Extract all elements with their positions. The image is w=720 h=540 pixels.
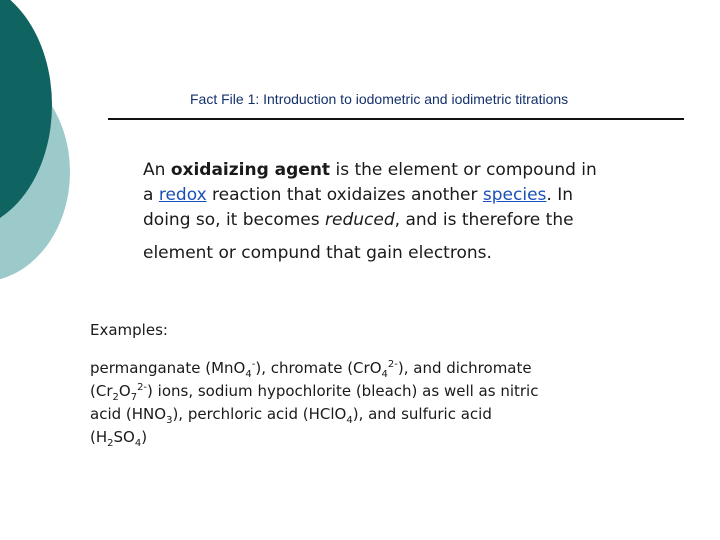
text: . In bbox=[546, 185, 574, 205]
text: a bbox=[143, 185, 159, 205]
examples-line-1 bbox=[90, 357, 650, 380]
examples-paragraph bbox=[90, 357, 650, 449]
text: acid (HNO bbox=[90, 405, 167, 423]
text: is the element or compound in bbox=[330, 160, 597, 180]
title-divider bbox=[108, 118, 684, 120]
text: ) ions, sodium hypochlorite (bleach) as well as nitric bbox=[147, 382, 539, 400]
text: ), and dichromate bbox=[397, 359, 532, 377]
text: reaction that oxidaizes another bbox=[206, 185, 483, 205]
text: ), perchloric acid (HClO bbox=[172, 405, 347, 423]
subscript: 2 bbox=[107, 438, 114, 449]
definition-line-1 bbox=[143, 158, 693, 183]
superscript: 2- bbox=[137, 382, 148, 393]
subscript: 4 bbox=[134, 438, 142, 449]
definition-line-2 bbox=[143, 183, 693, 208]
link-species[interactable]: species bbox=[482, 185, 547, 205]
examples-label: Examples: bbox=[90, 321, 168, 339]
text: , and is therefore the bbox=[394, 210, 574, 230]
definition-line-4: element or compund that gain electrons. bbox=[143, 243, 492, 263]
text: doing so, it becomes bbox=[143, 210, 326, 230]
subscript: 4 bbox=[381, 369, 388, 380]
text: ), and sulfuric acid bbox=[352, 405, 492, 423]
subscript: 3 bbox=[166, 415, 173, 426]
text: permanganate (MnO bbox=[90, 359, 246, 377]
text: An bbox=[143, 160, 171, 180]
subscript: 2 bbox=[112, 392, 119, 403]
text: (H bbox=[90, 428, 108, 446]
subscript: 4 bbox=[346, 415, 353, 426]
examples-line-2 bbox=[90, 380, 650, 403]
superscript: - bbox=[251, 359, 256, 370]
definition-paragraph bbox=[143, 158, 693, 266]
decorative-circles bbox=[0, 0, 120, 300]
definition-line-3 bbox=[143, 208, 693, 233]
text: SO bbox=[113, 428, 135, 446]
examples-line-4 bbox=[90, 426, 650, 449]
text: ) bbox=[141, 428, 148, 446]
text: O bbox=[118, 382, 131, 400]
text: (Cr bbox=[90, 382, 113, 400]
term-oxidizing-agent: oxidaizing agent bbox=[170, 160, 331, 180]
superscript: 2- bbox=[387, 359, 398, 370]
examples-line-3 bbox=[90, 403, 650, 426]
link-redox[interactable]: redox bbox=[158, 185, 207, 205]
term-reduced: reduced bbox=[325, 210, 395, 230]
slide-title: Fact File 1: Introduction to iodometric and iodimetric titrations bbox=[190, 91, 569, 107]
subscript: 7 bbox=[130, 392, 138, 403]
text: ), chromate (CrO bbox=[255, 359, 382, 377]
subscript: 4 bbox=[245, 369, 252, 380]
